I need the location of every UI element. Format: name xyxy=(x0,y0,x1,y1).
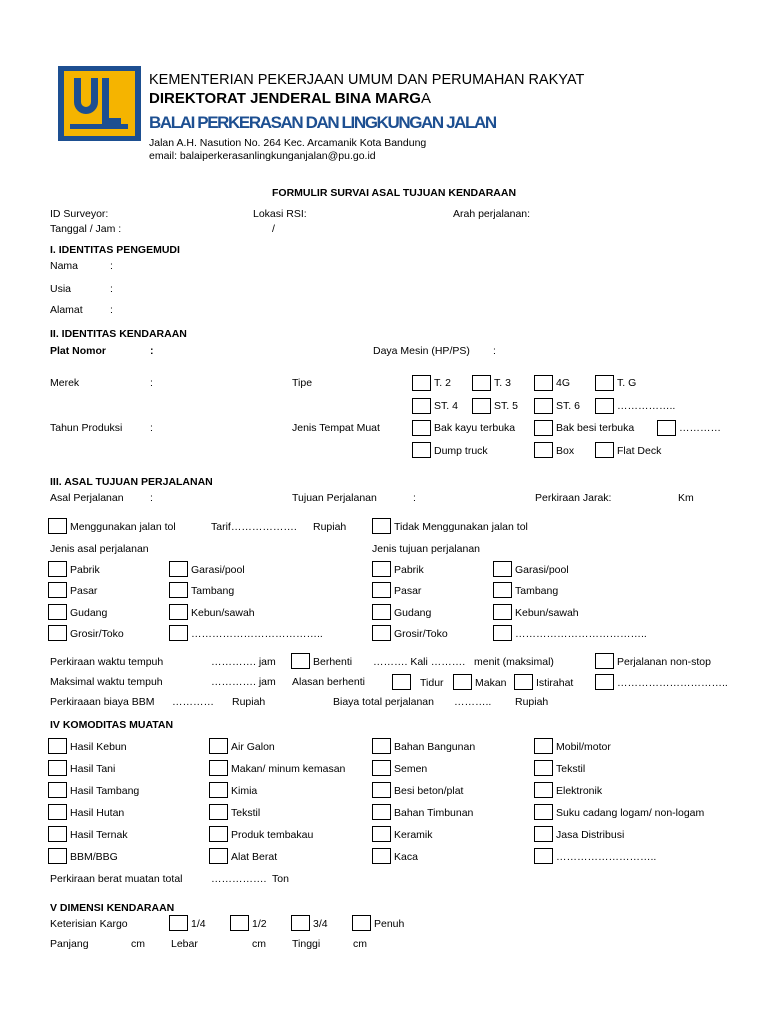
tinggi-label: Tinggi xyxy=(292,938,321,950)
komoditas-label: Mobil/motor xyxy=(556,741,611,753)
muat-dump-label: Dump truck xyxy=(434,445,488,457)
muat-other-label: ………… xyxy=(679,422,721,434)
tipe-st5-label: ST. 5 xyxy=(494,400,518,412)
usia-label: Usia xyxy=(50,283,72,295)
section-1-heading: I. IDENTITAS PENGEMUDI xyxy=(50,244,180,256)
komoditas-label: Makan/ minum kemasan xyxy=(231,763,346,775)
tidak-tol-label: Tidak Menggunakan jalan tol xyxy=(394,521,528,533)
tahun-label: Tahun Produksi xyxy=(50,422,123,434)
biaya-bbm-rupiah: Rupiah xyxy=(232,696,266,708)
tipe-4g-label: 4G xyxy=(556,377,571,389)
lokasi-rsi-label: Lokasi RSI: xyxy=(253,208,307,220)
muat-kayu-checkbox[interactable] xyxy=(412,420,431,436)
komoditas-label: Elektronik xyxy=(556,785,603,797)
komoditas-label: Air Galon xyxy=(231,741,275,753)
tinggi-unit: cm xyxy=(353,938,367,950)
muat-flatdeck-label: Flat Deck xyxy=(617,445,662,457)
lebar-unit: cm xyxy=(252,938,266,950)
komoditas-checkbox[interactable] xyxy=(534,826,553,842)
biaya-total-label: Biaya total perjalanan xyxy=(333,696,434,708)
berat-label: Perkiraan berat muatan total xyxy=(50,873,183,885)
alasan-other-label: ………………………….. xyxy=(617,677,728,689)
arah-label: Arah perjalanan: xyxy=(453,208,531,220)
berhenti-checkbox[interactable] xyxy=(291,653,310,669)
asal-pasar-checkbox[interactable] xyxy=(48,582,67,598)
pu-logo-icon xyxy=(58,66,141,141)
komoditas-label: Alat Berat xyxy=(231,851,278,863)
kargo-quarter-label: 1/4 xyxy=(191,918,206,930)
merek-colon: : xyxy=(150,377,153,389)
section-2-heading: II. IDENTITAS KENDARAAN xyxy=(50,328,187,340)
kargo-label: Keterisian Kargo xyxy=(50,918,128,930)
biaya-total-dots: ……….. xyxy=(454,696,492,708)
plat-label: Plat Nomor xyxy=(50,345,107,357)
biaya-bbm-dots: ………… xyxy=(172,696,214,708)
asal-tambang-checkbox[interactable] xyxy=(169,582,188,598)
muat-other-checkbox[interactable] xyxy=(657,420,676,436)
tipe-st4-checkbox[interactable] xyxy=(412,398,431,414)
asal-gudang-label: Gudang xyxy=(70,607,108,619)
komoditas-checkbox[interactable] xyxy=(372,804,391,820)
menit-label: menit (maksimal) xyxy=(474,656,554,668)
komoditas-checkbox[interactable] xyxy=(209,826,228,842)
kargo-quarter-checkbox[interactable] xyxy=(169,915,188,931)
kargo-threequarter-label: 3/4 xyxy=(313,918,328,930)
tujuan-other-label: ……………………………….. xyxy=(515,628,647,640)
tipe-st6-label: ST. 6 xyxy=(556,400,580,412)
tujuan-pasar-label: Pasar xyxy=(394,585,422,597)
tidur-label: Tidur xyxy=(420,677,444,689)
tanggal-label: Tanggal / Jam : xyxy=(50,223,122,235)
panjang-label: Panjang xyxy=(50,938,89,950)
unit-name: BALAI PERKERASAN DAN LINGKUNGAN JALAN xyxy=(149,113,496,132)
alamat-colon: : xyxy=(110,304,113,316)
kargo-threequarter-checkbox[interactable] xyxy=(291,915,310,931)
asal-other-label: ……………………………….. xyxy=(191,628,323,640)
directorate-main: DIREKTORAT JENDERAL BINA MARG xyxy=(149,90,421,107)
tipe-t2-checkbox[interactable] xyxy=(412,375,431,391)
komoditas-label: BBM/BBG xyxy=(70,851,118,863)
tarif-label: Tarif………………. xyxy=(211,521,297,533)
nama-label: Nama xyxy=(50,260,79,272)
tujuan-tambang-checkbox[interactable] xyxy=(493,582,512,598)
asal-garasi-checkbox[interactable] xyxy=(169,561,188,577)
alasan-label: Alasan berhenti xyxy=(292,676,365,688)
kargo-half-label: 1/2 xyxy=(252,918,267,930)
non-stop-checkbox[interactable] xyxy=(595,653,614,669)
tidur-checkbox[interactable] xyxy=(392,674,411,690)
tujuan-garasi-label: Garasi/pool xyxy=(515,564,569,576)
jenis-asal-label: Jenis asal perjalanan xyxy=(50,543,149,555)
tipe-st4-label: ST. 4 xyxy=(434,400,458,412)
berhenti-label: Berhenti xyxy=(313,656,353,668)
biaya-total-rupiah: Rupiah xyxy=(515,696,549,708)
komoditas-label: Besi beton/plat xyxy=(394,785,464,797)
tahun-colon: : xyxy=(150,422,153,434)
usia-colon: : xyxy=(110,283,113,295)
komoditas-label: Semen xyxy=(394,763,428,775)
tujuan-pabrik-checkbox[interactable] xyxy=(372,561,391,577)
komoditas-checkbox[interactable] xyxy=(209,738,228,754)
daya-label: Daya Mesin (HP/PS) xyxy=(373,345,470,357)
komoditas-checkbox[interactable] xyxy=(209,782,228,798)
komoditas-checkbox[interactable] xyxy=(48,782,67,798)
komoditas-checkbox[interactable] xyxy=(372,826,391,842)
muat-box-label: Box xyxy=(556,445,575,457)
komoditas-checkbox[interactable] xyxy=(534,804,553,820)
daya-colon: : xyxy=(493,345,496,357)
kargo-full-label: Penuh xyxy=(374,918,405,930)
komoditas-checkbox[interactable] xyxy=(48,826,67,842)
section-4-heading: IV KOMODITAS MUATAN xyxy=(50,719,174,731)
komoditas-label: ……………………….. xyxy=(556,851,657,863)
asal-colon: : xyxy=(150,492,153,504)
asal-grosir-checkbox[interactable] xyxy=(48,625,67,641)
komoditas-label: Suku cadang logam/ non-logam xyxy=(556,807,705,819)
maks-waktu-jam: …………. jam xyxy=(211,676,276,688)
address: Jalan A.H. Nasution No. 264 Kec. Arcamanik Kota Bandung xyxy=(149,137,427,149)
tujuan-kebun-label: Kebun/sawah xyxy=(515,607,579,619)
alamat-label: Alamat xyxy=(50,304,83,316)
merek-label: Merek xyxy=(50,377,80,389)
ton-label: Ton xyxy=(272,873,289,885)
tujuan-grosir-checkbox[interactable] xyxy=(372,625,391,641)
tujuan-garasi-checkbox[interactable] xyxy=(493,561,512,577)
berat-dots: ……………. xyxy=(211,873,267,885)
email: email: balaiperkerasanlingkunganjalan@pu.go.id xyxy=(149,150,376,162)
komoditas-checkbox[interactable] xyxy=(48,738,67,754)
tol-checkbox[interactable] xyxy=(48,518,67,534)
tipe-st6-checkbox[interactable] xyxy=(534,398,553,414)
tipe-label: Tipe xyxy=(292,377,313,389)
asal-pabrik-checkbox[interactable] xyxy=(48,561,67,577)
tipe-other-label: …………….. xyxy=(617,400,676,412)
tol-label: Menggunakan jalan tol xyxy=(70,521,176,533)
tidak-tol-checkbox[interactable] xyxy=(372,518,391,534)
asal-kebun-checkbox[interactable] xyxy=(169,604,188,620)
asal-garasi-label: Garasi/pool xyxy=(191,564,245,576)
directorate-name xyxy=(149,90,431,107)
panjang-unit: cm xyxy=(131,938,145,950)
tipe-st5-checkbox[interactable] xyxy=(472,398,491,414)
komoditas-checkbox[interactable] xyxy=(48,760,67,776)
jarak-label: Perkiraan Jarak: xyxy=(535,492,612,504)
tipe-other-checkbox[interactable] xyxy=(595,398,614,414)
tanggal-slash: / xyxy=(272,223,275,235)
non-stop-label: Perjalanan non-stop xyxy=(617,656,711,668)
tujuan-colon: : xyxy=(413,492,416,504)
directorate-end: A xyxy=(420,90,431,107)
biaya-bbm-label: Perkiraaan biaya BBM xyxy=(50,696,155,708)
km-label: Km xyxy=(678,492,694,504)
komoditas-checkbox[interactable] xyxy=(534,782,553,798)
logo xyxy=(58,66,141,141)
tipe-4g-checkbox[interactable] xyxy=(534,375,553,391)
asal-pasar-label: Pasar xyxy=(70,585,98,597)
asal-pabrik-label: Pabrik xyxy=(70,564,100,576)
komoditas-checkbox[interactable] xyxy=(209,760,228,776)
komoditas-checkbox[interactable] xyxy=(209,804,228,820)
tujuan-pabrik-label: Pabrik xyxy=(394,564,424,576)
makan-label: Makan xyxy=(475,677,507,689)
tujuan-gudang-label: Gudang xyxy=(394,607,432,619)
tujuan-grosir-label: Grosir/Toko xyxy=(394,628,448,640)
id-surveyor-label: ID Surveyor: xyxy=(50,208,109,220)
komoditas-label: Tekstil xyxy=(231,807,261,819)
waktu-tempuh-label: Perkiraan waktu tempuh xyxy=(50,656,164,668)
muat-flatdeck-checkbox[interactable] xyxy=(595,442,614,458)
lebar-label: Lebar xyxy=(171,938,198,950)
tarif-rupiah: Rupiah xyxy=(313,521,347,533)
komoditas-label: Bahan Bangunan xyxy=(394,741,476,753)
plat-colon: : xyxy=(150,345,154,357)
komoditas-label: Kaca xyxy=(394,851,418,863)
tipe-tg-checkbox[interactable] xyxy=(595,375,614,391)
komoditas-checkbox[interactable] xyxy=(48,804,67,820)
asal-label: Asal Perjalanan xyxy=(50,492,124,504)
komoditas-label: Hasil Hutan xyxy=(70,807,125,819)
maks-waktu-label: Maksimal waktu tempuh xyxy=(50,676,163,688)
tujuan-pasar-checkbox[interactable] xyxy=(372,582,391,598)
berhenti-kali: ………. Kali ………. xyxy=(373,656,466,668)
makan-checkbox[interactable] xyxy=(453,674,472,690)
komoditas-checkbox[interactable] xyxy=(48,848,67,864)
tipe-tg-label: T. G xyxy=(617,377,637,389)
komoditas-label: Bahan Timbunan xyxy=(394,807,474,819)
tipe-t3-label: T. 3 xyxy=(494,377,511,389)
waktu-tempuh-jam: …………. jam xyxy=(211,656,276,668)
komoditas-checkbox[interactable] xyxy=(534,738,553,754)
komoditas-label: Hasil Kebun xyxy=(70,741,127,753)
nama-colon: : xyxy=(110,260,113,272)
ministry-name: KEMENTERIAN PEKERJAAN UMUM DAN PERUMAHAN RAKYAT xyxy=(149,72,585,88)
komoditas-checkbox[interactable] xyxy=(372,760,391,776)
tujuan-label: Tujuan Perjalanan xyxy=(292,492,377,504)
jenis-tempat-label: Jenis Tempat Muat xyxy=(292,422,380,434)
komoditas-label: Hasil Tambang xyxy=(70,785,140,797)
komoditas-label: Tekstil xyxy=(556,763,586,775)
komoditas-label: Jasa Distribusi xyxy=(556,829,625,841)
muat-kayu-label: Bak kayu terbuka xyxy=(434,422,516,434)
form-title: FORMULIR SURVAI ASAL TUJUAN KENDARAAN xyxy=(272,187,517,199)
tujuan-tambang-label: Tambang xyxy=(515,585,559,597)
komoditas-label: Hasil Tani xyxy=(70,763,116,775)
asal-kebun-label: Kebun/sawah xyxy=(191,607,255,619)
komoditas-label: Kimia xyxy=(231,785,258,797)
tipe-t3-checkbox[interactable] xyxy=(472,375,491,391)
tujuan-kebun-checkbox[interactable] xyxy=(493,604,512,620)
kargo-full-checkbox[interactable] xyxy=(352,915,371,931)
komoditas-label: Produk tembakau xyxy=(231,829,314,841)
komoditas-checkbox[interactable] xyxy=(209,848,228,864)
muat-box-checkbox[interactable] xyxy=(534,442,553,458)
alasan-other-checkbox[interactable] xyxy=(595,674,614,690)
komoditas-label: Keramik xyxy=(394,829,433,841)
section-5-heading: V DIMENSI KENDARAAN xyxy=(50,902,175,914)
istirahat-checkbox[interactable] xyxy=(514,674,533,690)
komoditas-checkbox[interactable] xyxy=(534,848,553,864)
tipe-t2-label: T. 2 xyxy=(434,377,451,389)
muat-dump-checkbox[interactable] xyxy=(412,442,431,458)
komoditas-checkbox[interactable] xyxy=(372,782,391,798)
komoditas-checkbox[interactable] xyxy=(372,848,391,864)
istirahat-label: Istirahat xyxy=(536,677,574,689)
muat-besi-label: Bak besi terbuka xyxy=(556,422,635,434)
komoditas-checkbox[interactable] xyxy=(534,760,553,776)
kargo-half-checkbox[interactable] xyxy=(230,915,249,931)
tujuan-other-checkbox[interactable] xyxy=(493,625,512,641)
komoditas-label: Hasil Ternak xyxy=(70,829,128,841)
asal-grosir-label: Grosir/Toko xyxy=(70,628,124,640)
jenis-tujuan-label: Jenis tujuan perjalanan xyxy=(372,543,480,555)
section-3-heading: III. ASAL TUJUAN PERJALANAN xyxy=(50,476,213,488)
komoditas-checkbox[interactable] xyxy=(372,738,391,754)
asal-other-checkbox[interactable] xyxy=(169,625,188,641)
muat-besi-checkbox[interactable] xyxy=(534,420,553,436)
asal-gudang-checkbox[interactable] xyxy=(48,604,67,620)
tujuan-gudang-checkbox[interactable] xyxy=(372,604,391,620)
asal-tambang-label: Tambang xyxy=(191,585,235,597)
